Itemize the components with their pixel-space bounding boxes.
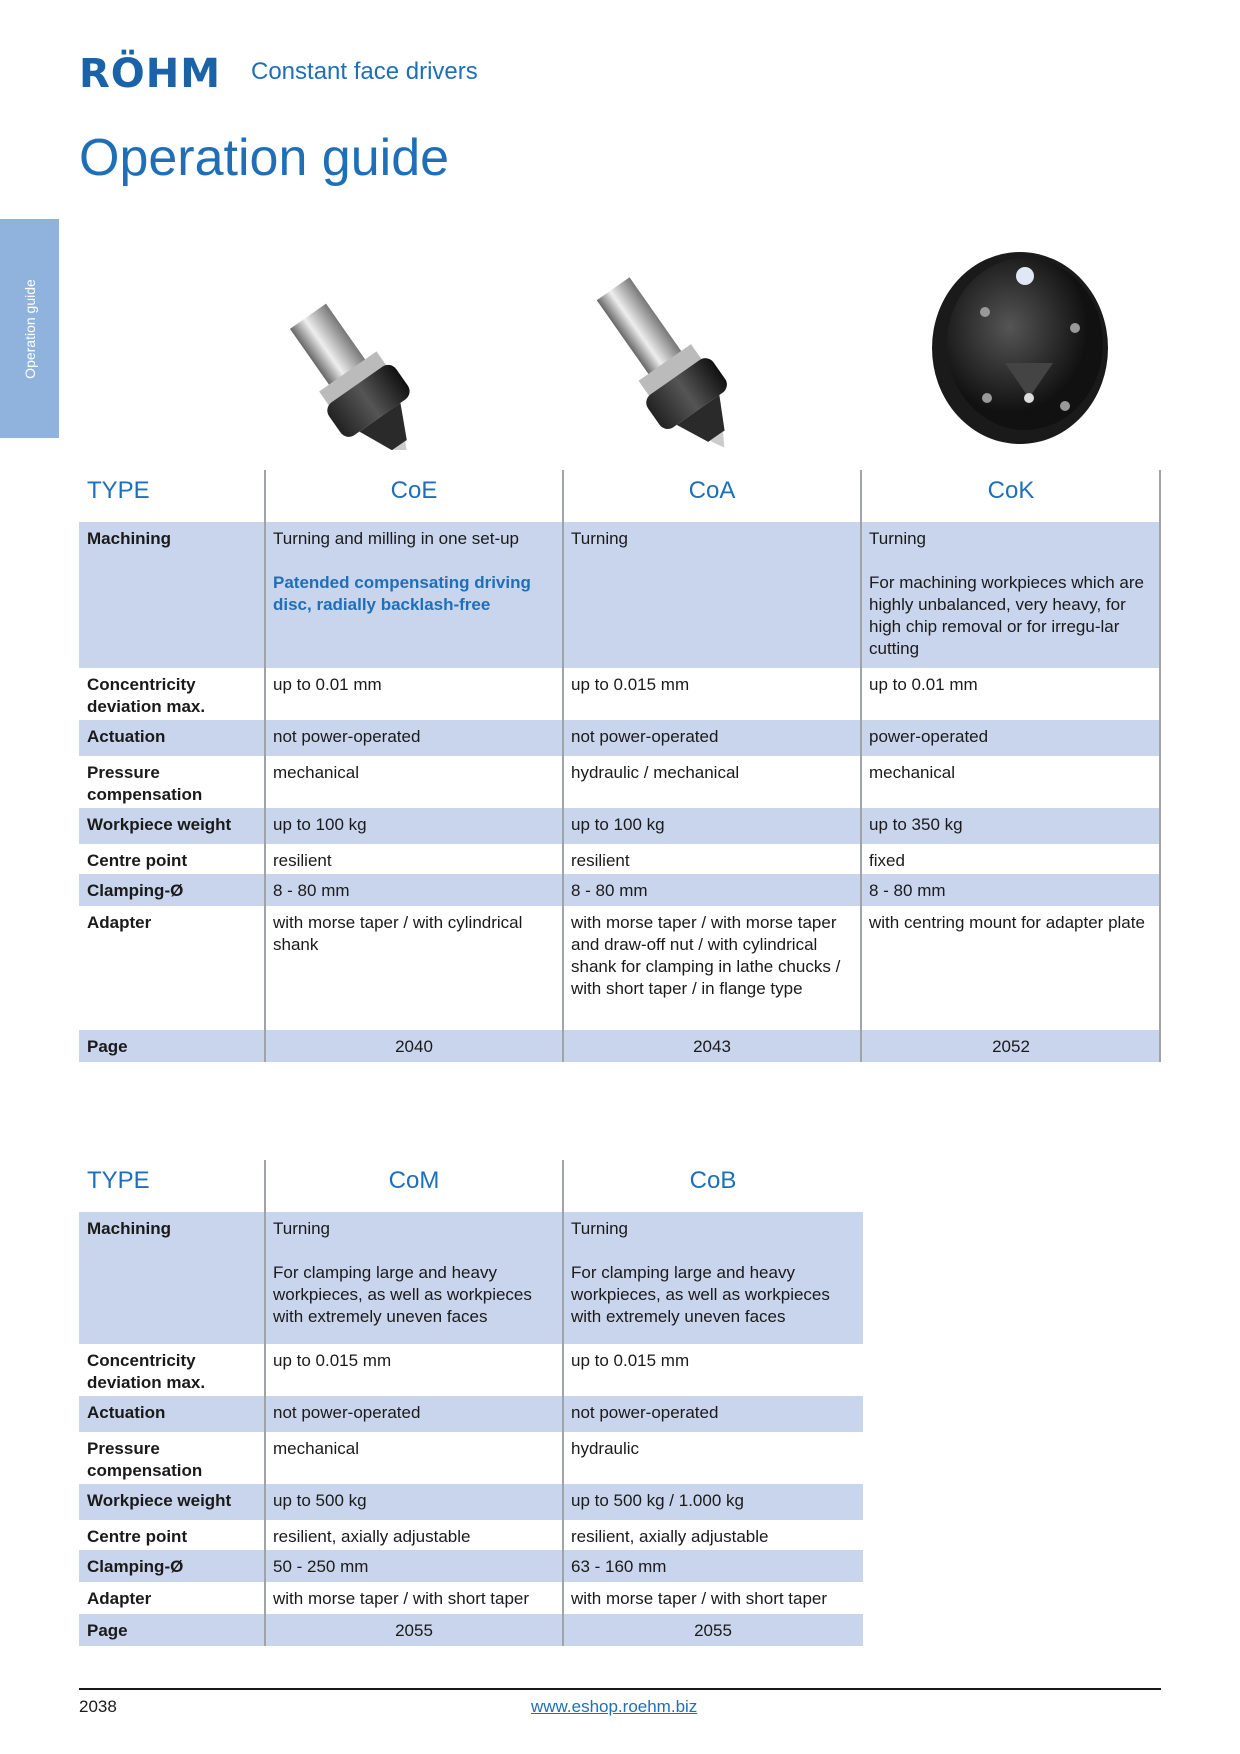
page-subtitle: Constant face drivers (251, 58, 478, 85)
row-label: Page (87, 1037, 128, 1056)
table-row (79, 1212, 863, 1344)
row-label: Clamping-Ø (87, 881, 184, 900)
cell-value: Turning (869, 529, 927, 548)
cell-value: Turning and milling in one set-up (273, 529, 520, 548)
side-tab[interactable] (0, 219, 59, 438)
table-row (79, 808, 1161, 844)
type-com: CoM (388, 1167, 440, 1194)
cell-value: mechanical (273, 1439, 359, 1458)
row-label: Machining (87, 1219, 172, 1238)
cell-value: fixed (869, 851, 905, 870)
cell-value: hydraulic / mechanical (571, 763, 740, 782)
column-divider (264, 470, 266, 1062)
row-label: Adapter (87, 913, 152, 932)
cell-value: resilient, axially adjustable (571, 1527, 769, 1546)
table-row (79, 844, 1161, 874)
type-coa: CoA (688, 477, 736, 504)
page-ref[interactable]: 2040 (395, 1037, 433, 1056)
column-divider (860, 470, 862, 1062)
row-label: Actuation (87, 1403, 166, 1422)
cell-value: up to 100 kg (571, 815, 665, 834)
cell-value: mechanical (869, 763, 955, 782)
row-label: Workpiece weight (87, 815, 232, 834)
column-divider (264, 1160, 266, 1646)
table-row (79, 906, 1161, 1030)
cell-value: resilient (571, 851, 630, 870)
page-ref[interactable]: 2043 (693, 1037, 731, 1056)
column-divider (562, 1160, 564, 1646)
table-row (79, 1030, 1161, 1062)
row-label: Workpiece weight (87, 1491, 232, 1510)
side-tab-label: Operation guide (21, 278, 38, 379)
cell-value: resilient, axially adjustable (273, 1527, 471, 1546)
cell-value: not power-operated (273, 1403, 421, 1422)
cell-value: 50 - 250 mm (273, 1557, 369, 1576)
cell-value: 8 - 80 mm (273, 881, 350, 900)
footer-divider (79, 1688, 1161, 1690)
operation-table-2 (79, 1160, 863, 1646)
table-row (79, 1396, 863, 1432)
column-divider (562, 470, 564, 1062)
page-ref[interactable]: 2055 (395, 1621, 433, 1640)
row-label: Pressure compensation (87, 1439, 203, 1480)
table-row (79, 1484, 863, 1520)
table-row (79, 668, 1161, 720)
page-ref[interactable]: 2055 (694, 1621, 732, 1640)
cell-value: up to 0.015 mm (571, 1351, 690, 1370)
table-row (79, 1344, 863, 1396)
cell-value: with morse taper / with cylindrical shank (273, 913, 523, 954)
cell-value: hydraulic (571, 1439, 640, 1458)
cell-value: up to 0.01 mm (273, 675, 382, 694)
product-image-coe (285, 270, 515, 450)
type-label: TYPE (87, 477, 150, 504)
cell-value: with morse taper / with short taper (273, 1589, 530, 1608)
cell-note: For clamping large and heavy workpieces, as well as workpieces with extremely uneven faces (571, 1263, 830, 1326)
cell-value: resilient (273, 851, 332, 870)
row-label: Concentricity deviation max. (87, 1351, 206, 1392)
cell-value: up to 0.01 mm (869, 675, 978, 694)
table-row (79, 756, 1161, 808)
page-number: 2038 (79, 1697, 117, 1716)
cell-value: power-operated (869, 727, 989, 746)
row-label: Adapter (87, 1589, 152, 1608)
row-label: Page (87, 1621, 128, 1640)
cell-note: For clamping large and heavy workpieces, as well as workpieces with extremely uneven faces (273, 1263, 532, 1326)
shop-link[interactable]: www.eshop.roehm.biz (531, 1697, 698, 1716)
row-label: Machining (87, 529, 172, 548)
table-row (79, 1582, 863, 1614)
type-label: TYPE (87, 1167, 150, 1194)
type-cok: CoK (987, 477, 1035, 504)
operation-table-1 (79, 470, 1161, 1062)
table-row (79, 522, 1161, 668)
cell-value: up to 0.015 mm (571, 675, 690, 694)
row-label: Actuation (87, 727, 166, 746)
cell-value: Turning (571, 529, 629, 548)
cell-value: not power-operated (273, 727, 421, 746)
row-label: Clamping-Ø (87, 1557, 184, 1576)
cell-value: with morse taper / with short taper (571, 1589, 828, 1608)
cell-value: Turning (571, 1219, 629, 1238)
cell-value: up to 500 kg (273, 1491, 367, 1510)
product-image-cok (925, 248, 1115, 448)
cell-value: Turning (273, 1219, 331, 1238)
cell-value: mechanical (273, 763, 359, 782)
brand-logo: RÖHM (79, 51, 222, 97)
type-cob: CoB (689, 1167, 737, 1194)
cell-value: up to 0.015 mm (273, 1351, 392, 1370)
cell-note: Patended compensating driving disc, radially backlash-free (273, 573, 531, 614)
page-ref[interactable]: 2052 (992, 1037, 1030, 1056)
cell-value: not power-operated (571, 1403, 719, 1422)
cell-value: not power-operated (571, 727, 719, 746)
table-row (79, 874, 1161, 906)
cell-value: 63 - 160 mm (571, 1557, 667, 1576)
cell-value: up to 350 kg (869, 815, 963, 834)
cell-note: For machining workpieces which are highly unbalanced, very heavy, for high chip removal or for irregu-lar cutting (869, 573, 1144, 658)
column-divider (1159, 470, 1161, 1062)
cell-value: 8 - 80 mm (571, 881, 648, 900)
table-row (79, 1520, 863, 1550)
row-label: Centre point (87, 851, 188, 870)
cell-value: 8 - 80 mm (869, 881, 946, 900)
product-image-coa (590, 250, 830, 450)
table-row (79, 720, 1161, 756)
table-row (79, 1432, 863, 1484)
row-label: Centre point (87, 1527, 188, 1546)
row-label: Concentricity deviation max. (87, 675, 206, 716)
page-title: Operation guide (79, 129, 450, 187)
cell-value: up to 100 kg (273, 815, 367, 834)
table-row (79, 1550, 863, 1582)
cell-value: with centring mount for adapter plate (869, 913, 1145, 932)
table-row (79, 1614, 863, 1646)
type-coe: CoE (390, 477, 438, 504)
cell-value: up to 500 kg / 1.000 kg (571, 1491, 744, 1510)
row-label: Pressure compensation (87, 763, 203, 804)
cell-value: with morse taper / with morse taper and draw-off nut / with cylindrical shank for clamping in lathe chucks / with short taper / in flange type (571, 913, 841, 998)
